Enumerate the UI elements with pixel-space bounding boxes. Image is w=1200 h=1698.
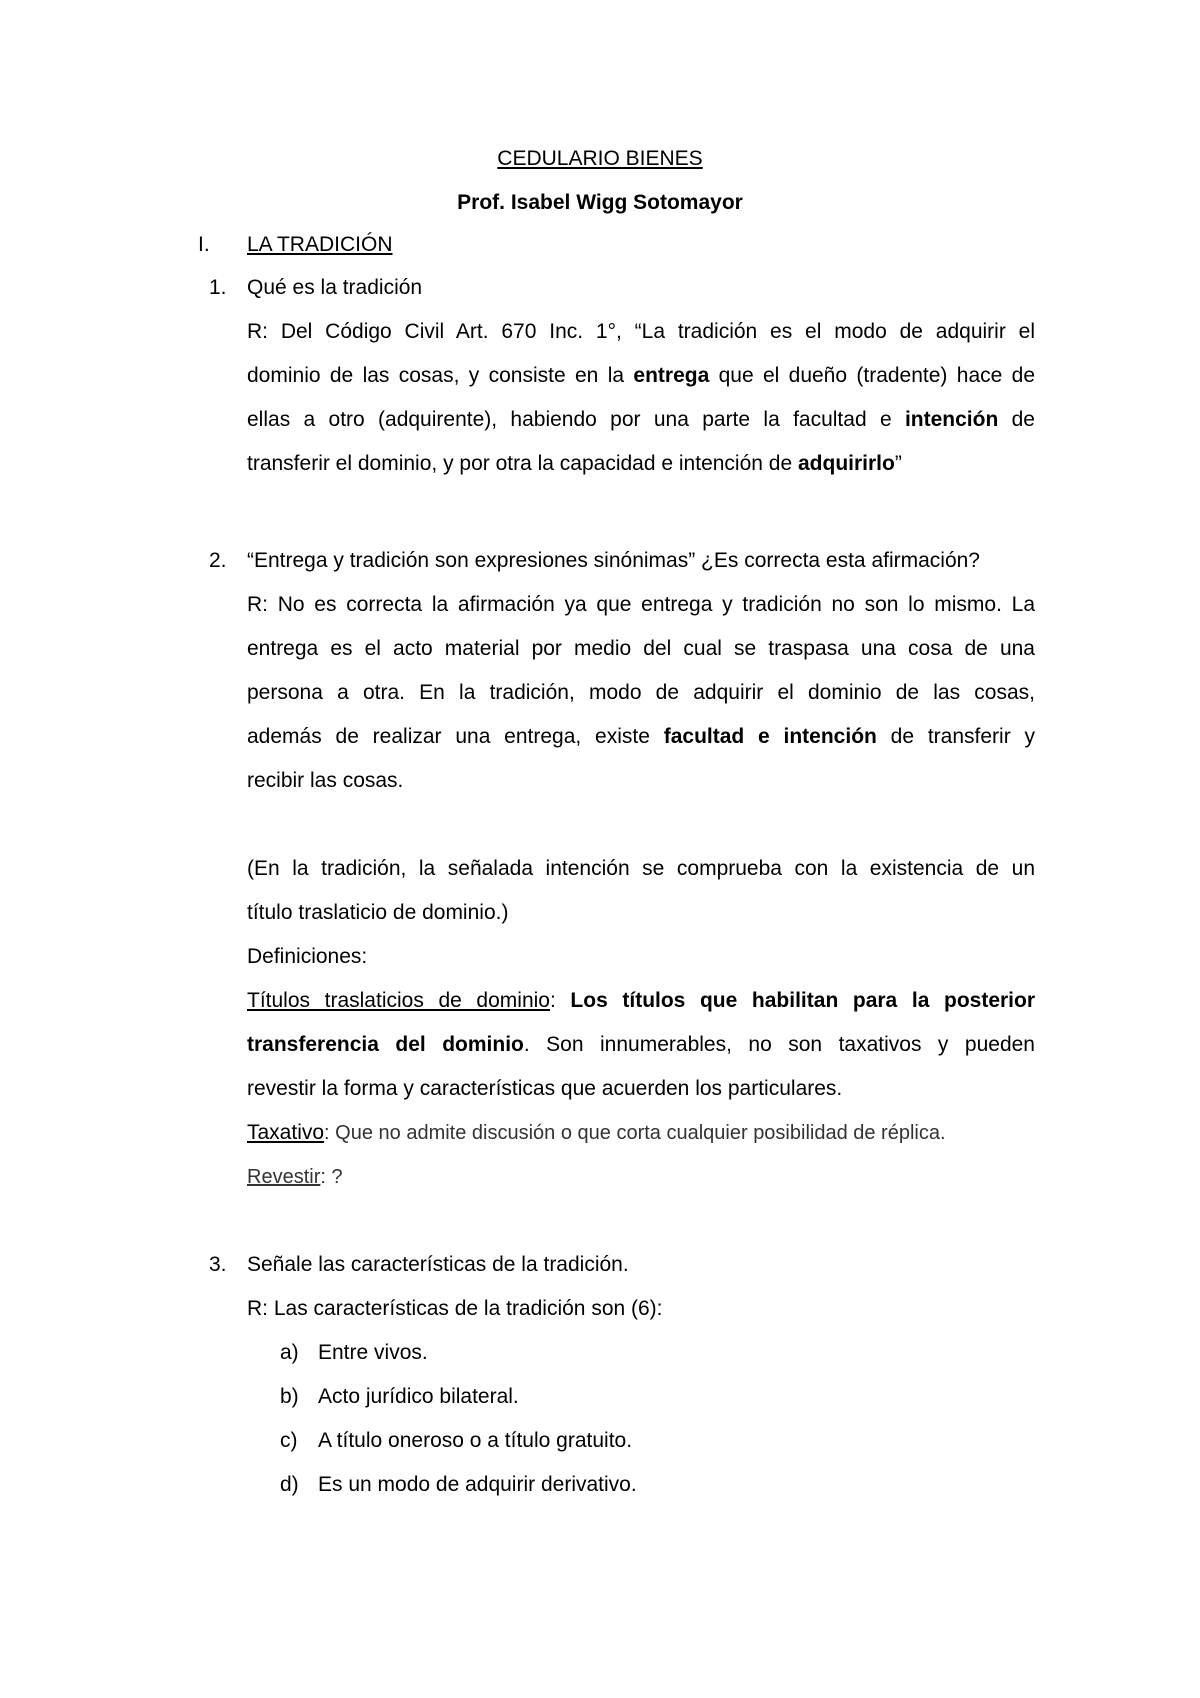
list-item-marker: c) [280, 1429, 298, 1452]
question-1-text: Qué es la tradición [247, 276, 423, 299]
list-item: Es un modo de adquirir derivativo. [318, 1473, 637, 1496]
question-3-number: 3. [209, 1253, 227, 1276]
list-item: Entre vivos. [318, 1341, 428, 1364]
answer-2-line-2: entrega es el acto material por medio del cual se traspasa una cosa de una [247, 637, 1035, 660]
question-1-number: 1. [209, 276, 227, 299]
question-2-number: 2. [209, 549, 227, 572]
answer-1-line-3: ellas a otro (adquirente), habiendo por una parte la facultad e intención de [247, 408, 1035, 431]
document-title: CEDULARIO BIENES [497, 147, 703, 170]
definition-1-line-2: transferencia del dominio. Son innumerables, no son taxativos y pueden [247, 1033, 1035, 1056]
list-item-marker: a) [280, 1341, 299, 1364]
note-line-1: (En la tradición, la señalada intención se comprueba con la existencia de un [247, 857, 1035, 880]
answer-1-line-4: transferir el dominio, y por otra la capacidad e intención de adquirirlo” [247, 452, 902, 475]
answer-1-line-2: dominio de las cosas, y consiste en la entrega que el dueño (tradente) hace de [247, 364, 1035, 387]
definition-1-line-1: Títulos traslaticios de dominio: Los títulos que habilitan para la posterior [247, 989, 1035, 1012]
answer-3-intro: R: Las características de la tradición son (6): [247, 1297, 663, 1320]
answer-2-line-5: recibir las cosas. [247, 769, 404, 792]
document-author: Prof. Isabel Wigg Sotomayor [457, 191, 743, 214]
definition-3: Revestir: ? [247, 1166, 343, 1188]
definitions-label: Definiciones: [247, 945, 368, 968]
definition-1-line-3: revestir la forma y características que acuerden los particulares. [247, 1077, 843, 1100]
note-line-2: título traslaticio de dominio.) [247, 901, 509, 924]
question-2-text: “Entrega y tradición son expresiones sinónimas” ¿Es correcta esta afirmación? [247, 549, 980, 572]
section-title: LA TRADICIÓN [247, 233, 393, 256]
list-item-marker: b) [280, 1385, 299, 1408]
section-numeral: I. [198, 233, 210, 256]
question-3-text: Señale las características de la tradición. [247, 1253, 629, 1276]
answer-2-line-1: R: No es correcta la afirmación ya que entrega y tradición no son lo mismo. La [247, 593, 1035, 616]
answer-2-line-3: persona a otra. En la tradición, modo de adquirir el dominio de las cosas, [247, 681, 1035, 704]
answer-2-line-4: además de realizar una entrega, existe facultad e intención de transferir y [247, 725, 1035, 748]
list-item-marker: d) [280, 1473, 299, 1496]
definition-2: Taxativo: Que no admite discusión o que corta cualquier posibilidad de réplica. [247, 1121, 946, 1144]
answer-1-line-1: R: Del Código Civil Art. 670 Inc. 1°, “La tradición es el modo de adquirir el [247, 320, 1035, 343]
list-item: A título oneroso o a título gratuito. [318, 1429, 633, 1452]
list-item: Acto jurídico bilateral. [318, 1385, 519, 1408]
